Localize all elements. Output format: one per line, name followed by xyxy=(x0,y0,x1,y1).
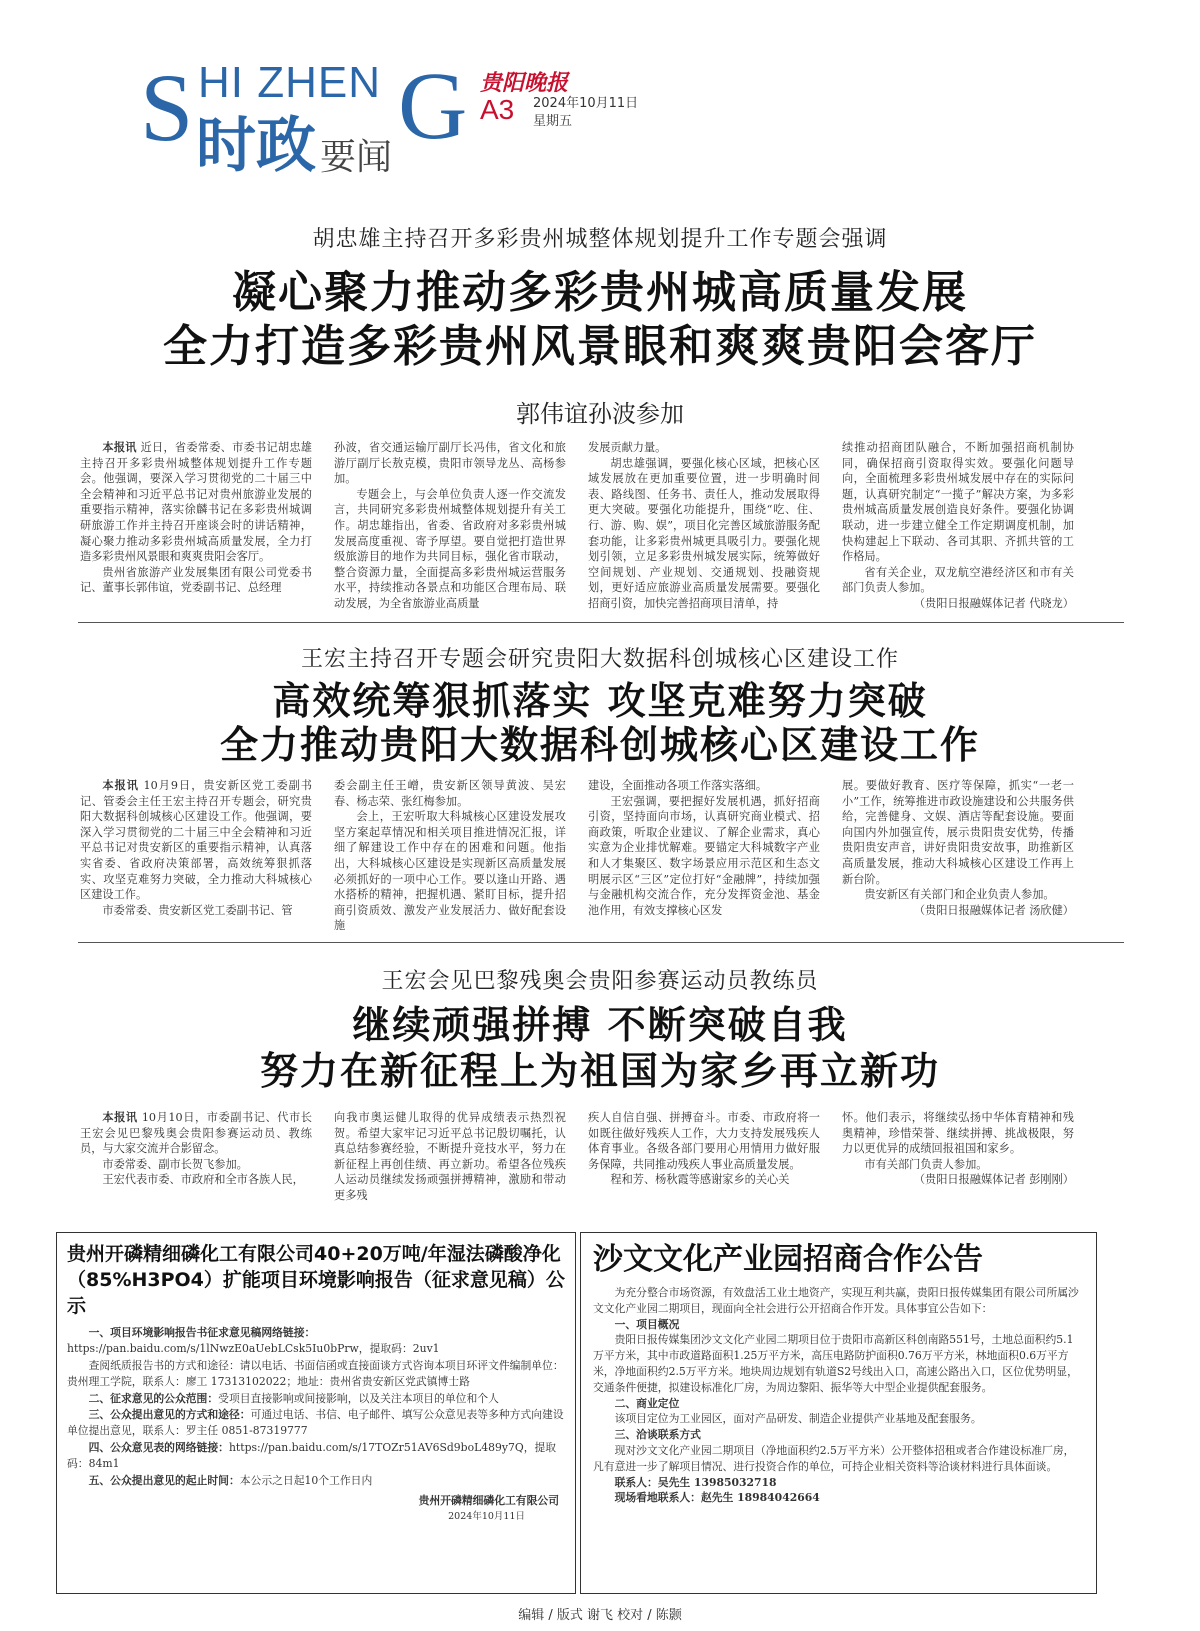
story-2-headline-line1: 高效统筹狠抓落实 攻坚克难努力突破 xyxy=(272,679,928,723)
ad-right-s2-body: 该项目定位为工业园区，面对产品研发、制造企业提供产业基地及配套服务。 xyxy=(614,1412,982,1426)
story-2-col1b-text: 市委常委、贵安新区党工委副书记、管 xyxy=(102,903,293,917)
story-1-col4b-text: 省有关企业，双龙航空港经济区和市有关部门负责人参加。 xyxy=(842,565,1074,595)
story-3-signature: （贵阳日报融媒体记者 彭刚刚） xyxy=(913,1173,1074,1187)
story-2-column-3 xyxy=(588,778,820,920)
story-1-attendees: 郭伟谊孙波参加 xyxy=(516,400,684,428)
masthead-latin: HI ZHEN xyxy=(198,58,381,107)
story-2-kicker: 王宏主持召开专题会研究贵阳大数据科创城核心区建设工作 xyxy=(300,647,899,672)
story-1-headline-line2: 全力打造多彩贵州风景眼和爽爽贵阳会客厅 xyxy=(163,321,1037,372)
story-2-col2-text: 委会副主任王嶒，贵安新区领导黄波、吴宏春、杨志荣、张红梅参加。 xyxy=(334,779,566,808)
story-1-col2b-text: 专题会上，与会单位负责人逐一作交流发言，共同研究多彩贵州城整体规划提升有关工作。胡忠雄指出，省委、省政府对多彩贵州城发展高度重视、寄予厚望。要自觉把打造世界级旅游目的地作为共同目标，强化省市联动，整合资源力量，全面提高多彩贵州城运营服务水平，持续推动各景点和功能区合理布局、联动发展，为全省旅游业高质量 xyxy=(334,487,566,610)
ad-right-contact2: 赵先生 18984042664 xyxy=(700,1491,820,1505)
ad-left-s5-body: 本公示之日起10个工作日内 xyxy=(239,1473,373,1487)
newspaper-logo: 贵阳晚报 xyxy=(480,70,569,96)
story-1-col3b-text: 胡忠雄强调，要强化核心区域，把核心区域发展放在更加重要位置，进一步明确时间表、路线图、任务书、责任人，推动发展取得更大突破。要强化功能提升，围绕“吃、住、行、游、购、娱”，项目化完善区域旅游服务配套功能，让多彩贵州城更具吸引力。要强化规划引领，立足多彩贵州城发展实际，统筹做好空间规划、产业规划、交通规划、投融资规划，更好适应旅游业高质量发展需要。要强化招商引资，加快完善招商项目清单，持 xyxy=(588,456,820,610)
story-2-column-1 xyxy=(80,778,312,920)
story-1-column-4 xyxy=(842,440,1074,610)
page-credits: 编辑 / 版式 谢飞 校对 / 陈颢 xyxy=(518,1608,682,1623)
story-2-col3-text: 建设，全面推动各项工作落实落细。 xyxy=(588,779,768,792)
story-1-kicker: 胡忠雄主持召开多彩贵州城整体规划提升工作专题会强调 xyxy=(312,227,888,252)
ad-right-contact1-label: 联系人： xyxy=(614,1475,658,1489)
story-2-column-2 xyxy=(334,778,566,933)
story-1-column-3 xyxy=(588,440,820,610)
story-1-col1b-text: 贵州省旅游产业发展集团有限公司党委书记、董事长郭伟谊，党委副书记、总经理 xyxy=(80,565,312,595)
ad-right-title: 沙文文化产业园招商合作公告 xyxy=(593,1242,983,1277)
divider xyxy=(78,622,1124,623)
ad-right-s3-head: 三、洽谈联系方式 xyxy=(614,1428,701,1442)
masthead-letter-s: S xyxy=(140,54,194,161)
lead-label: 本报讯 xyxy=(102,1110,138,1124)
story-2-col2b-text: 会上，王宏听取大科城核心区建设发展攻坚方案起草情况和相关项目推进情况汇报，详细了解建设工作中存在的困难和问题。他指出，大科城核心区建设是实现新区高质量发展必须抓好的一项中心工作。要以逢山开路、遇水搭桥的精神，把握机遇、紧盯目标，提升招商引资质效、激发产业发展活力、做好配套设施 xyxy=(334,810,566,933)
ad-left-s2-head: 二、征求意见的公众范围： xyxy=(88,1391,219,1405)
masthead-letter-g: G xyxy=(398,52,468,159)
story-1-column-2 xyxy=(334,440,566,610)
story-3-column-1 xyxy=(80,1110,312,1190)
section-subtitle: 要闻 xyxy=(320,137,393,178)
story-3-column-2 xyxy=(334,1110,566,1202)
story-3-headline-line1: 继续顽强拼搏 不断突破自我 xyxy=(352,1003,848,1047)
ad-left-s4-head: 四、公众意见表的网络链接： xyxy=(88,1440,229,1454)
story-1-col3-text: 发展贡献力量。 xyxy=(588,441,667,454)
story-2-signature: （贵阳日报融媒体记者 汤欣健） xyxy=(913,903,1074,917)
section-title: 时政 xyxy=(196,111,316,181)
story-1-column-1 xyxy=(80,440,312,610)
story-3-col1c-text: 王宏代表市委、市政府和全市各族人民， xyxy=(102,1173,304,1187)
environmental-notice-ad xyxy=(56,1232,576,1594)
story-1-headline-line1: 凝心聚力推动多彩贵州城高质量发展 xyxy=(232,267,968,318)
ad-right-s1-head: 一、项目概况 xyxy=(614,1317,680,1331)
story-2-col4-text: 展。要做好教育、医疗等保障，抓实“一老一小”工作，统筹推进市政设施建设和公共服务供给，完善健身、文娱、酒店等配套设施。要面向国内外加强宣传，展示贵阳贵安优势，传播贵阳贵安声音，讲好贵阳贵安故事，助推新区高质量发展，推动大科城核心区建设工作再上新台阶。 xyxy=(842,779,1074,886)
story-3-headline-line2: 努力在新征程上为祖国为家乡再立新功 xyxy=(259,1049,940,1093)
ad-right-s3-body: 现对沙文文化产业园二期项目（净地面积约2.5万平方米）公开整体招租或者合作建设标准厂房，凡有意进一步了解项目情况、进行投资合作的单位，可持企业相关资料等洽谈材料进行具体面谈。 xyxy=(593,1443,1075,1473)
story-1-col4-text: 续推动招商团队融合，不断加强招商机制协同，确保招商引资取得实效。要强化问题导向，全面梳理多彩贵州城发展中存在的实际问题，认真研究制定“一揽子”解决方案，为多彩贵州城高质量发展创造良好条件。要强化协调联动，进一步建立健全工作定期调度机制，加快构建起上下联动、各司其职、齐抓共管的工作格局。 xyxy=(842,441,1074,564)
story-3-col1-text: 10月10日，市委副书记、代市长王宏会见巴黎残奥会贵阳参赛运动员、教练员，与大家交流并合影留念。 xyxy=(80,1111,312,1156)
ad-left-date: 2024年10月11日 xyxy=(448,1511,525,1523)
ad-left-s5-head: 五、公众提出意见的起止时间： xyxy=(88,1473,240,1487)
ad-right-s2-head: 二、商业定位 xyxy=(614,1396,680,1410)
ad-left-s1-body: https://pan.baidu.com/s/1lNwzE0aUebLCsk5Iu0bPrw，提取码：2uv1 xyxy=(67,1342,440,1356)
story-3-col2-text: 向我市奥运健儿取得的优异成绩表示热烈祝贺。希望大家牢记习近平总书记殷切嘱托，认真总结参赛经验，不断提升竞技水平，努力在新征程上再创佳绩、再立新功。希望各位残疾人运动员继续发扬顽强拼搏精神，激励和带动更多残 xyxy=(334,1111,566,1202)
ad-right-s1-body: 贵阳日报传媒集团沙文文化产业园二期项目位于贵阳市高新区科创南路551号，土地总面积约5.1万平方米，其中市政道路面积1.25万平方米，高压电路防护面积0.76万平方米，林地面积0.6万平方米，净地面积约2.5万平方米。地块周边规划有轨道S2号线出入口，高速公路出入口，区位优势明显，交通条件便捷，拟建设标准化厂房，为周边黎阳、振华等大中型企业提供配套服务。 xyxy=(593,1333,1078,1394)
investment-notice-ad xyxy=(580,1232,1097,1594)
story-3-col4-text: 怀。他们表示，将继续弘扬中华体育精神和残奥精神，珍惜荣誉、继续拼搏、挑战极限，努力以更优异的成绩回报祖国和家乡。 xyxy=(842,1111,1074,1156)
story-1-col1-text: 近日，省委常委、市委书记胡忠雄主持召开多彩贵州城整体规划提升工作专题会。他强调，要深入学习贯彻党的二十届三中全会精神和习近平总书记对贵州旅游业发展的重要指示精神，落实徐麟书记在多彩贵州城调研旅游工作并主持召开座谈会时的讲话精神，凝心聚力推动多彩贵州城高质量发展，全力打造多彩贵州风景眼和爽爽贵阳会客厅。 xyxy=(80,441,312,564)
ad-right-intro: 为充分整合市场资源，有效盘活工业土地资产，实现互利共赢，贵阳日报传媒集团有限公司所属沙文文化产业园二期项目，现面向全社会进行公开招商合作开发。具体事宜公告如下： xyxy=(593,1286,1079,1315)
story-3-col4b-text: 市有关部门负责人参加。 xyxy=(864,1157,988,1171)
issue-date: 2024年10月11日 xyxy=(533,96,639,111)
ad-left-title: 贵州开磷精细磷化工有限公司40+20万吨/年湿法磷酸净化（85%H3PO4）扩能项目环境影响报告（征求意见稿）公示 xyxy=(67,1243,565,1317)
story-2-col1-text: 10月9日，贵安新区党工委副书记、管委会主任王宏主持召开专题会，研究贵阳大数据科创城核心区建设工作。他强调，要深入学习贯彻党的二十届三中全会精神和习近平总书记对贵安新区的重要指示精神，认真落实省委、省政府决策部署，高效统筹狠抓落实、攻坚克难努力突破，全力推动大科城核心区建设工作。 xyxy=(80,779,312,902)
story-3-col1b-text: 市委常委、副市长贺飞参加。 xyxy=(102,1157,248,1171)
ad-right-contact2-label: 现场看地联系人： xyxy=(614,1491,701,1505)
issue-weekday: 星期五 xyxy=(533,114,573,129)
story-3-column-4 xyxy=(842,1110,1074,1190)
ad-left-s2-body: 受项目直接影响或间接影响，以及关注本项目的单位和个人 xyxy=(218,1391,499,1405)
story-3-col3b-text: 程和芳、杨秋霞等感谢家乡的关心关 xyxy=(610,1173,790,1187)
story-2-column-4 xyxy=(842,778,1074,920)
ad-left-s1-head: 一、项目环境影响报告书征求意见稿网络链接： xyxy=(88,1326,316,1339)
ad-left-s3-head: 三、公众提出意见的方式和途径： xyxy=(88,1408,251,1422)
ad-right-contact1: 吴先生 13985032718 xyxy=(657,1475,777,1489)
story-3-kicker: 王宏会见巴黎残奥会贵阳参赛运动员教练员 xyxy=(381,969,819,994)
story-3-col3-text: 疾人自信自强、拼搏奋斗。市委、市政府将一如既往做好残疾人工作，大力支持发展残疾人体育事业。各级各部门要用心用情用力做好服务保障，共同推动残疾人事业高质量发展。 xyxy=(588,1111,820,1171)
ad-left-s1-more: 查阅纸质报告书的方式和途径：请以电话、书面信函或直接面谈方式咨询本项目环评文件编制单位：贵州理工学院，联系人：廖工 17313102022；地址：贵州省贵安新区党武镇博士路 xyxy=(67,1358,564,1389)
story-1-col2-text: 孙波，省交通运输厅副厅长冯伟，省文化和旅游厅副厅长敖克模，贵阳市领导龙丛、高杨参加。 xyxy=(334,441,566,486)
page-number: A3 xyxy=(480,94,515,125)
story-2-col4b-text: 贵安新区有关部门和企业负责人参加。 xyxy=(864,888,1055,902)
story-1-signature: （贵阳日报融媒体记者 代晓龙） xyxy=(913,596,1074,610)
story-2-col3b-text: 王宏强调，要把握好发展机遇，抓好招商引资，坚持面向市场，认真研究商业模式、招商政策，听取企业建议、了解企业需求，真心实意为企业排忧解难。要锚定大科城数字产业和人才集聚区、数字场景应用示范区和生态文明展示区“三区”定位打好“金融牌”，持续加强与金融机构交流合作，充分发挥资金池、基金池作用，有效支撑核心区发 xyxy=(588,794,820,917)
story-3-column-3 xyxy=(588,1110,820,1190)
ad-left-s3-body: 可通过电话、书信、电子邮件、填写公众意见表等多种方式向建设单位提出意见，联系人：罗主任 0851-87319777 xyxy=(67,1408,564,1438)
lead-label: 本报讯 xyxy=(102,440,137,454)
story-2-headline-line2: 全力推动贵阳大数据科创城核心区建设工作 xyxy=(219,723,980,767)
ad-left-s4-body: https://pan.baidu.com/s/17TOZr51AV6Sd9boL489y7Q，提取码：84m1 xyxy=(67,1440,557,1471)
ad-left-company: 贵州开磷精细磷化工有限公司 xyxy=(418,1494,559,1508)
divider xyxy=(78,942,1124,943)
lead-label: 本报讯 xyxy=(102,778,139,792)
